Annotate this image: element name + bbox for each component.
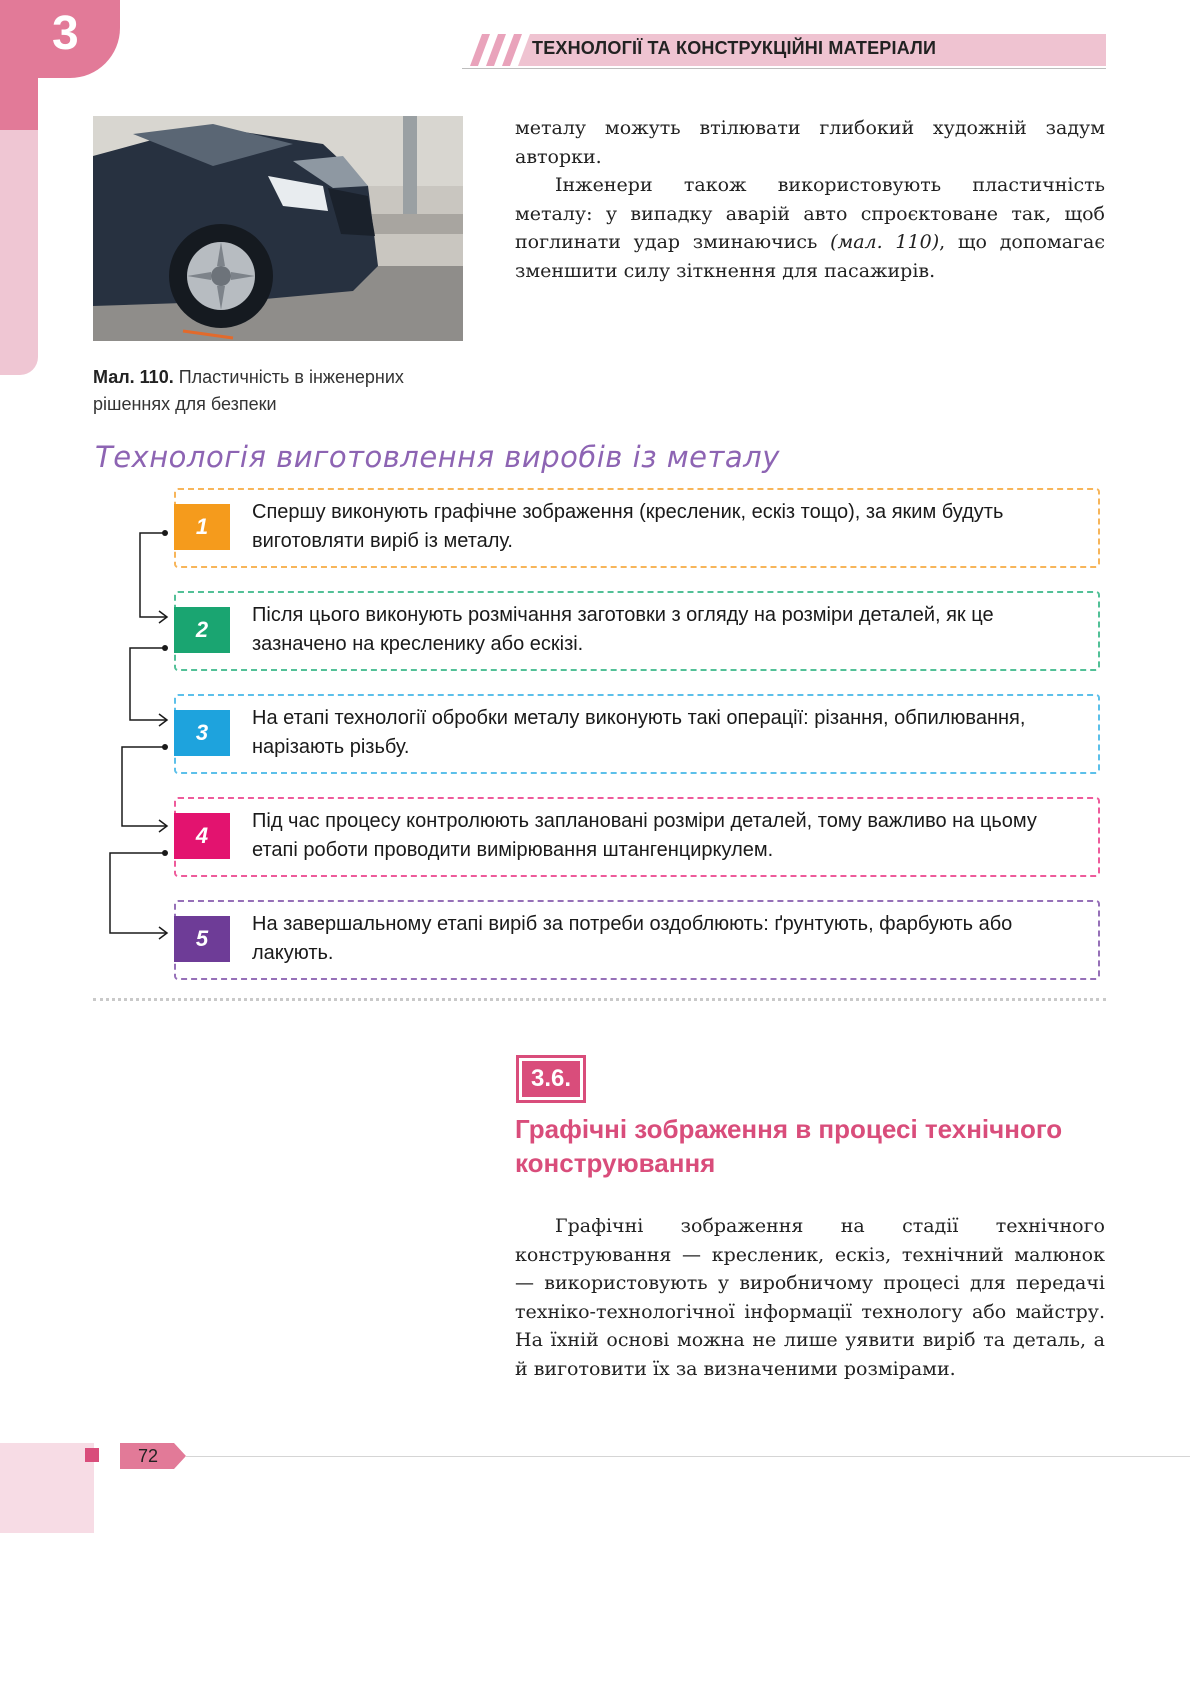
process-step-2 [174, 591, 1100, 671]
crashed-car-photo [93, 116, 463, 341]
step-text: Після цього виконують розмічання заготовки з огляду на розміри деталей, як це зазначено на кресленику або ескізі. [252, 604, 994, 655]
intro-paragraph-1: металу можуть втілювати глибокий художній задум авторки. [515, 117, 1105, 168]
section-number-badge [516, 1055, 586, 1103]
step-number-badge: 3 [174, 710, 230, 756]
section-divider [93, 998, 1106, 1001]
process-title: Технологія виготовлення виробів із металу [95, 440, 780, 474]
intro-paragraph-2-start: Інженери також використовують пластичність металу: у випадку аварій авто спроєктоване так, щоб поглинати удар зминаючись [515, 174, 1105, 253]
figure-reference: (мал. 110) [830, 231, 940, 253]
intro-text [515, 114, 1105, 285]
chapter-side-strip-top [0, 70, 38, 130]
intro-paragraph-2 [515, 171, 1105, 285]
step-text: Спершу виконують графічне зображення (кресленик, ескіз тощо), за яким будуть виготовляти виріб із металу. [252, 501, 1004, 552]
step-number-badge: 2 [174, 607, 230, 653]
step-text: Під час процесу контролюють заплановані розміри деталей, тому важливо на цьому етапі роботи проводити вимірювання штангенциркулем. [252, 810, 1037, 861]
step-number-badge: 4 [174, 813, 230, 859]
process-step-1 [174, 488, 1100, 568]
process-step-3 [174, 694, 1100, 774]
step-number-badge: 5 [174, 916, 230, 962]
header-rule [462, 68, 1106, 69]
figure-caption [93, 364, 473, 418]
figure-caption-label: Мал. 110. [93, 367, 174, 387]
section-paragraph: Графічні зображення на стадії технічного конструювання — кресленик, ескіз, технічний малюнок — використовують у виробничому процесі для передачі техніко-технологічної інформації технологу або майстру. На їхній основі можна не лише уявити виріб та деталь, а й виготовити їх за визначеними розмірами. [515, 1215, 1105, 1380]
page-number: 72 [137, 1446, 159, 1466]
process-step-4 [174, 797, 1100, 877]
footer-marker [85, 1448, 99, 1462]
chapter-number: 3 [52, 7, 79, 60]
footer-rule [186, 1456, 1190, 1457]
process-step-5 [174, 900, 1100, 980]
intro-paragraph-2-end: , що допомагає зменшити силу зіткнення для пасажирів. [515, 231, 1105, 282]
section-number: 3.6. [522, 1061, 580, 1097]
header-title: ТЕХНОЛОГІЇ ТА КОНСТРУКЦІЙНІ МАТЕРІАЛИ [532, 38, 937, 58]
figure-caption-text: Пластичність в інженерних рішеннях для безпеки [93, 367, 404, 414]
step-text: На завершальному етапі виріб за потреби оздоблюють: ґрунтують, фарбують або лакують. [252, 913, 1013, 964]
header-stripes-decoration [462, 34, 532, 66]
footer-block [0, 1443, 94, 1533]
section-title: Графічні зображення в процесі технічного конструювання [515, 1114, 1063, 1178]
step-text: На етапі технології обробки металу виконують такі операції: різання, обпилювання, нарізають різьбу. [252, 707, 1026, 758]
step-number-badge: 1 [174, 504, 230, 550]
